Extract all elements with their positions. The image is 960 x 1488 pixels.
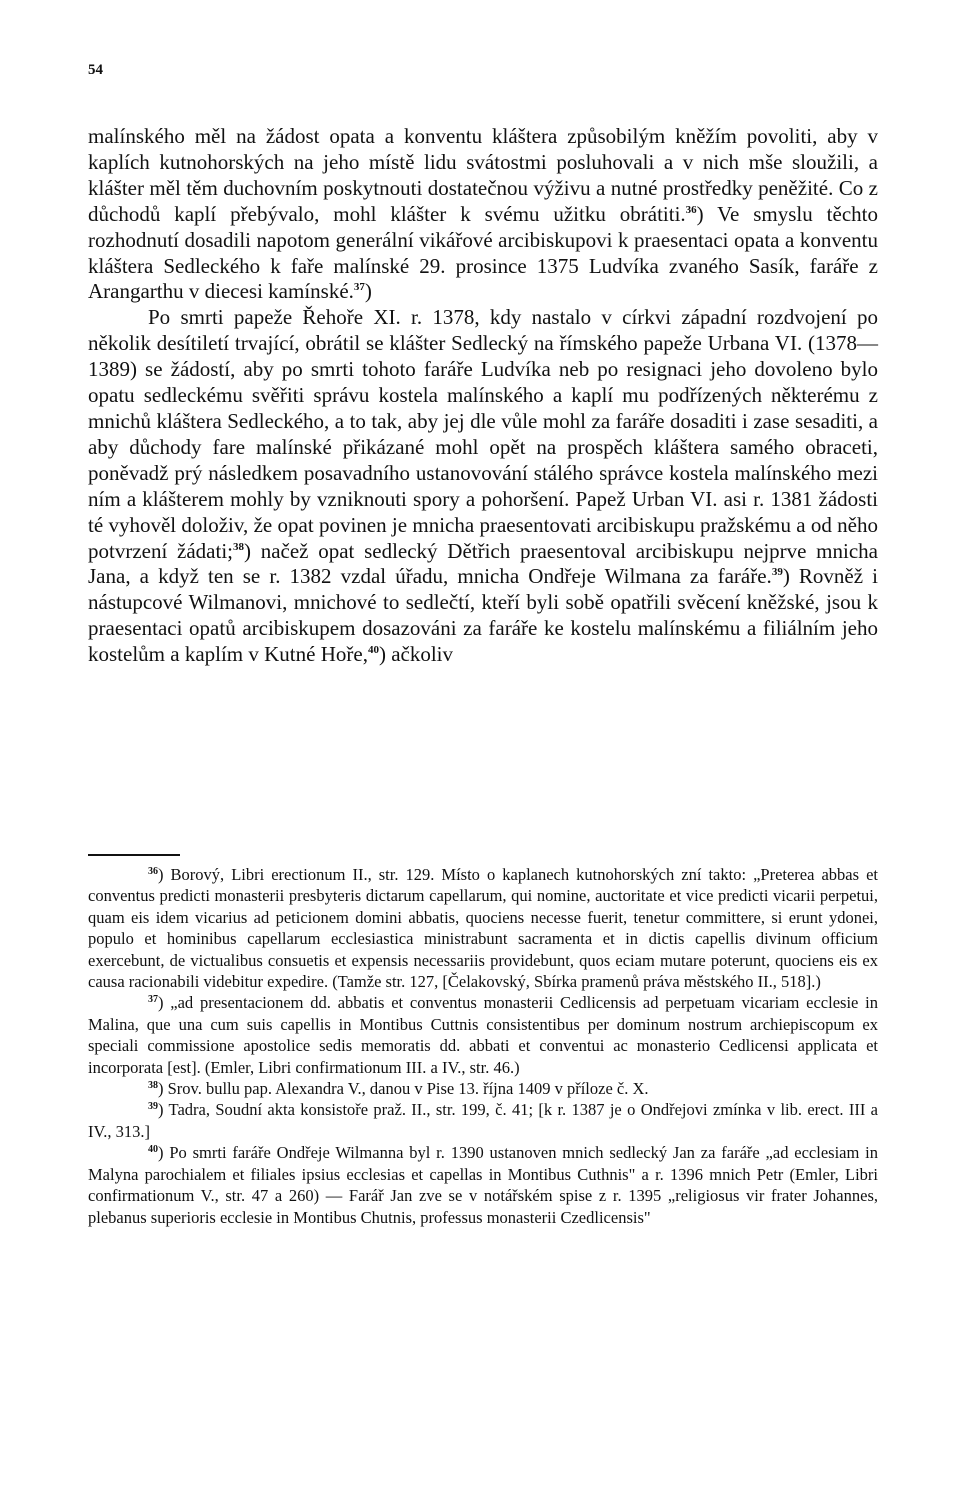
- paragraph-text: ) Ve smyslu těchto rozhodnutí dosadili napotom generální vikářové arcibiskupovi k praesentaci opata a konventu kláštera Sedleckého k faře malínské 29. prosince 1375 Ludvíka zvaného Sasík, faráře z Arangarthu v diecesi kamínské.: [88, 201, 878, 304]
- footnote-number: 36: [148, 866, 158, 877]
- footnote-number: 37: [148, 994, 158, 1006]
- footnote-number: 38: [148, 1080, 158, 1092]
- footnote-ref-38[interactable]: 38: [233, 540, 244, 553]
- footnote-text: Borový, Libri erectionum II., str. 129. Místo o kaplanech kutnohorských zní takto: „Preterea abbas et conventus predicti monasterii presbyteris dictarum capellarum, qui nomine, auctoritate et vice predicti vicarii perpetui, quam eis idem vicarius ad peticionem domini abbatis, quociens necesse fuerit, tenetur committere, si erunt ydonei, populo et hominibus capellarum ecclesiastica ministrabunt sacramenta et in dictis capellis divinum officium exercebunt, de victualibus consuetis et expensis necessariis providebunt, quos eciam mutare poterunt, quociens eis ex causa racionabili videbitur expedire. (Tamže str. 127, [Čelakovský, Sbírka pramenů práva městského II., 518].): [88, 865, 878, 992]
- paragraph-text: malínského měl na žádost opata a konventu kláštera způsobilým kněžím povoliti, aby v kaplích kutnohorských na jeho místě lidu svátostmi posluhovali a v nich mše sloužili, a klášter měl těm duchovním poskytnouti dostatečnou výživu a nutné prostředky peněžité. Co z důchodů kaplí přebývalo, mohl klášter k svému užitku obrátiti.: [88, 124, 878, 226]
- paragraph-text: Po smrti papeže Řehoře XI. r. 1378, kdy nastalo v církvi západní rozdvojení po několik desítiletí trvající, obrátil se klášter Sedlecký na římského papeže Urbana VI. (1378—1389) se žádostí, aby po smrti tohoto faráře Ludvíka neb po resignaci jeho dovoleno bylo opatu sedleckému svěřiti správu kostela malínského a kaplí mu podřízených některému z mnichů kláštera Sedleckého, a to tak, aby jej dle vůle mohl za faráře dosaditi i zase sesaditi, a aby důchody fare malínské přikázané mohl opět na prospěch kláštera samého obraceti, poněvadž prý následkem posavadního ustanovování stálého správce kostela malínského mezi ním a klášterem mohly by vzniknouti spory a pohoršení. Papež Urban VI. asi r. 1381 žádosti té vyhověl doloživ, že opat povinen je mnicha praesentovati arcibiskupu pražskému a od něho potvrzení žádati;: [88, 305, 878, 563]
- paragraph-text: ): [364, 279, 372, 304]
- paragraph-2: [88, 305, 878, 668]
- paragraph-text: ) načež opat sedlecký Dětřich praesentoval arcibiskupu nejprve mnicha Jana, a když ten se r. 1382 vzdal úřadu, mnicha Ondřeje Wilmana za faráře.: [88, 538, 878, 589]
- footnote-text: Po smrti faráře Ondřeje Wilmanna byl r. 1390 ustanoven mnich sedlecký Jan za faráře „ad ecclesiam in Malyna parochialem et filiales ipsius ecclesias et capellas in Montibus Cuthnis" a r. 1396 mnich Petr (Emler, Libri confirmationum V., str. 47 a 260) — Farář Jan zve se v notářském spise z r. 1395 „religiosus vir frater Johannes, plebanus superioris ecclesie in Montibus Chutnis, professus monasterii Czedlicensis": [88, 1143, 878, 1227]
- paragraph-1: [88, 124, 878, 305]
- footnote-separator: [88, 854, 180, 856]
- footnote-ref-39[interactable]: 39: [771, 566, 783, 579]
- footnote-number: 39: [148, 1101, 158, 1113]
- footnote-text: Tadra, Soudní akta konsistoře praž. II., str. 199, č. 41; [k r. 1387 je o Ondřejovi zmínka v lib. erect. III a IV., 313.]: [88, 1100, 878, 1141]
- footnote-number: 40: [148, 1144, 158, 1156]
- footnote-text: Srov. bullu pap. Alexandra V., danou v Pise 13. října 1409 v příloze č. X.: [167, 1079, 649, 1099]
- footnote-40: $^{40}$) Po smrti faráře Ondřeje Wilmanna byl r. 1390 ustanoven mnich sedlecký Jan za faráře „ad ecclesiam in Malyna parochialem et filiales ipsius ecclesias et capellas in Montibus Cuthnis" a r. 1396 mnich Petr (Emler, Libri confirmationum V., str. 47 a 260) — Farář Jan zve se v notářském spise z r. 1395 „religiosus vir frater Johannes, plebanus superioris ecclesie in Montibus Chutnis, professus monasterii Czedlicensis": [88, 1143, 878, 1227]
- footnote-text: „ad presentacionem dd. abbatis et conventus monasterii Cedlicensis ad perpetuam vicariam ecclesie in Malina, que una cum suis capellis in Montibus Cuttnis consistentibus per dominum nostrum archiepiscopum ex speciali commissione apostolice sedis memoratis dd. abbati et conventui ac monasterio Cedlicensi applicata et incorporata [est]. (Emler, Libri confirmationum III. a IV., str. 46.): [88, 993, 878, 1077]
- footnotes: [88, 864, 878, 1228]
- paragraph-text: ) ačkoliv: [378, 642, 454, 667]
- paragraph-text: ) Rovněž i nástupcové Wilmanovi, mnichové to sedlečtí, kteří byli sobě opatřili svěcení kněžské, jsou k praesentaci opatů arcibiskupem dosazováni za faráře ke kostelu malínskému a filiálním jeho kostelům a kaplím v Kutné Hoře,: [88, 564, 878, 667]
- footnote-39: $^{39}$) Tadra, Soudní akta konsistoře praž. II., str. 199, č. 41; [k r. 1387 je o Ondřejovi zmínka v lib. erect. III a IV., 313.]: [88, 1100, 878, 1141]
- main-text: [88, 124, 878, 668]
- footnote-ref-40[interactable]: 40: [367, 644, 379, 657]
- footnote-ref-37[interactable]: 37: [353, 281, 365, 294]
- footnote-36: $^{36}$) Borový, Libri erectionum II., str. 129. Místo o kaplanech kutnohorských zní takto: „Preterea abbas et conventus predicti monasterii presbyteris dictarum capellarum, qui nomine, auctoritate et vice predicti vicarii perpetui, quam eis idem vicarius ad peticionem domini abbatis, quociens necesse fuerit, tenetur committere, si erunt ydonei, populo et hominibus capellarum ecclesiastica ministrabunt sacramenta et in dictis capellis divinum officium exercebunt, de victualibus consuetis et expensis necessariis providebunt, quos eciam mutare poterunt, quociens eis ex causa racionabili videbitur expedire. (Tamže str. 127, [Čelakovský, Sbírka pramenů práva městského II., 518].): [88, 865, 878, 992]
- page-number: 54: [88, 62, 103, 78]
- footnote-ref-36[interactable]: 36: [685, 203, 697, 216]
- footnote-37: $^{37}$) „ad presentacionem dd. abbatis et conventus monasterii Cedlicensis ad perpetuam vicariam ecclesie in Malina, que una cum suis capellis in Montibus Cuttnis consistentibus per dominum nostrum archiepiscopum ex speciali commissione apostolice sedis memoratis dd. abbati et conventui ac monasterio Cedlicensi applicata et incorporata [est]. (Emler, Libri confirmationum III. a IV., str. 46.): [88, 993, 878, 1077]
- footnote-38: $^{38}$) Srov. bullu pap. Alexandra V., danou v Pise 13. října 1409 v příloze č. X.: [148, 1079, 649, 1099]
